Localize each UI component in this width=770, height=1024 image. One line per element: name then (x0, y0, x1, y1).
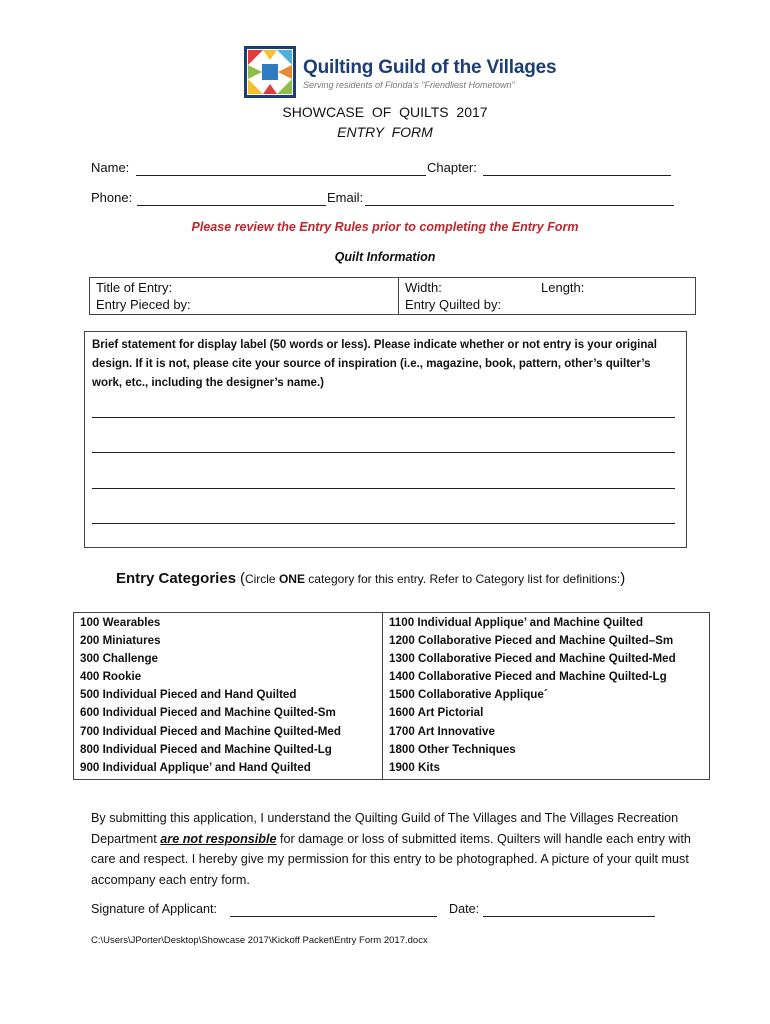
width-label: Width: (405, 280, 442, 295)
category-1300[interactable]: 1300 Collaborative Pieced and Machine Quilted-Med (389, 652, 676, 666)
phone-label: Phone: (91, 190, 133, 205)
entry-pieced-by-label: Entry Pieced by: (96, 297, 191, 312)
category-1200[interactable]: 1200 Collaborative Pieced and Machine Quilted–Sm (389, 634, 674, 648)
categories-note-pre: Circle (244, 572, 279, 586)
category-1100[interactable]: 1100 Individual Applique’ and Machine Quilted (389, 616, 644, 629)
open-paren: ( (239, 570, 245, 587)
categories-note-post: category for this entry. Refer to Category list for definitions: (304, 572, 621, 586)
categories-table (73, 612, 710, 780)
categories-note-bold: ONE (278, 572, 305, 586)
signature-field[interactable] (230, 916, 437, 917)
category-1500[interactable]: 1500 Collaborative Applique´ (389, 688, 548, 702)
categories-left-column (74, 613, 383, 780)
quilt-block-logo (244, 46, 296, 98)
form-title: SHOWCASE OF QUILTS 2017 (282, 104, 488, 120)
file-path: C:\Users\JPorter\Desktop\Showcase 2017\Kickoff Packet\Entry Form 2017.docx (91, 935, 428, 946)
category-1600[interactable]: 1600 Art Pictorial (389, 706, 484, 720)
tagline: Serving residents of Florida's "Friendliest Hometown" (303, 80, 515, 90)
statement-line[interactable] (92, 417, 675, 418)
category-300[interactable]: 300 Challenge (80, 652, 158, 666)
category-800[interactable]: 800 Individual Pieced and Machine Quilted-Lg (80, 742, 332, 756)
entry-quilted-by-label: Entry Quilted by: (405, 297, 502, 312)
categories-right-column (383, 613, 710, 780)
close-paren: ) (620, 570, 626, 587)
title-of-entry-label: Title of Entry: (96, 280, 173, 295)
entry-categories-heading (116, 570, 625, 587)
signature-label: Signature of Applicant: (91, 902, 218, 916)
category-600[interactable]: 600 Individual Pieced and Machine Quilted-Sm (80, 706, 336, 720)
category-1900[interactable]: 1900 Kits (389, 760, 440, 774)
name-label: Name: (91, 160, 130, 175)
category-500[interactable]: 500 Individual Pieced and Hand Quilted (80, 688, 297, 702)
quilt-information-heading: Quilt Information (334, 250, 436, 264)
organization-name: Quilting Guild of the Villages (303, 57, 557, 78)
entry-rules-notice: Please review the Entry Rules prior to completing the Entry Form (191, 220, 579, 234)
phone-field[interactable] (137, 205, 326, 206)
chapter-field[interactable] (483, 175, 671, 176)
category-700[interactable]: 700 Individual Pieced and Machine Quilted-Med (80, 724, 341, 738)
disclaimer-part1: By submitting this application, I understand the Quilting Guild of The Villages and The Villages Recreation Department (91, 811, 679, 846)
category-1400[interactable]: 1400 Collaborative Pieced and Machine Quilted-Lg (389, 670, 667, 684)
statement-instructions: Brief statement for display label (50 words or less). Please indicate whether or not entry is your original design. If it is not, please cite your source of inspiration (i.e., magazine, book, pattern, other’s quilter’s work, etc., including the designer’s name.) (92, 339, 657, 389)
statement-line[interactable] (92, 523, 675, 524)
length-label: Length: (541, 280, 585, 295)
chapter-label: Chapter: (427, 160, 477, 175)
date-field[interactable] (483, 916, 655, 917)
category-1700[interactable]: 1700 Art Innovative (389, 724, 495, 738)
dimensions-quilted-cell[interactable] (399, 278, 696, 315)
entry-categories-title: Entry Categories (116, 570, 237, 587)
disclaimer-part2: for damage or loss of submitted items. Quilters will handle each entry with care and respect. I hereby give my permission for this entry to be photographed. A picture of your quilt must accompany each entry form. (91, 831, 691, 887)
liability-disclaimer (91, 808, 691, 890)
category-900[interactable]: 900 Individual Applique’ and Hand Quilted (80, 760, 311, 774)
statement-line[interactable] (92, 488, 675, 489)
date-label: Date: (449, 902, 480, 916)
name-field[interactable] (136, 175, 426, 176)
category-400[interactable]: 400 Rookie (80, 670, 142, 684)
quilt-info-table (89, 277, 696, 315)
category-200[interactable]: 200 Miniatures (80, 634, 161, 648)
statement-line[interactable] (92, 452, 675, 453)
form-subtitle: ENTRY FORM (337, 124, 433, 140)
disclaimer-emphasis: are not responsible (160, 831, 277, 846)
email-label: Email: (327, 190, 364, 205)
title-pieced-cell[interactable] (90, 278, 399, 315)
category-100[interactable]: 100 Wearables (80, 616, 161, 629)
email-field[interactable] (365, 205, 674, 206)
category-1800[interactable]: 1800 Other Techniques (389, 742, 516, 756)
